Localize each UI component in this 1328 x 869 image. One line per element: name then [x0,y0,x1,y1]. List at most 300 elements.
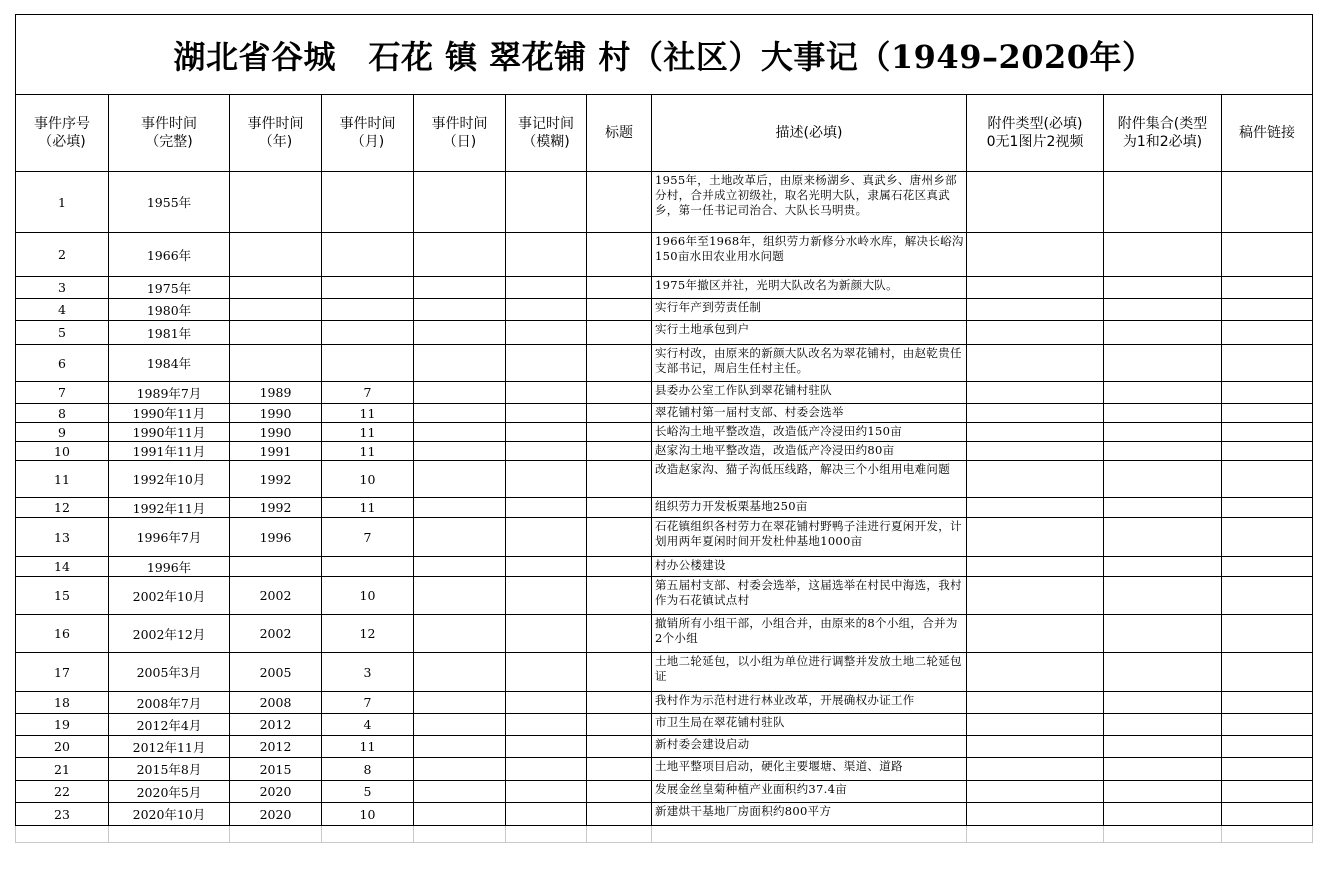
cell-title [587,423,652,442]
cell-seq: 11 [16,461,109,498]
table-row [16,781,1313,803]
cell-full-time: 2012年4月 [109,714,230,736]
cell-year: 2015 [230,758,322,781]
empty-cell [414,826,506,843]
cell-description: 发展金丝皇菊种植产业面积约37.4亩 [652,781,967,803]
cell-link [1222,653,1313,692]
cell-attachment-type [967,461,1104,498]
table-row [16,382,1313,404]
cell-description: 1955年，土地改革后，由原来杨湖乡、真武乡、唐州乡部分村，合并成立初级社，取名光明大队，隶属石花区真武乡，第一任书记司治合、大队长马明贵。 [652,172,967,233]
cell-attachment-type [967,442,1104,461]
table-row [16,498,1313,518]
cell-link [1222,423,1313,442]
cell-fuzzy-time [506,461,587,498]
cell-year [230,233,322,277]
table-row [16,321,1313,345]
cell-seq: 19 [16,714,109,736]
header-row [16,95,1313,172]
cell-year: 1996 [230,518,322,557]
table-row [16,758,1313,781]
cell-year [230,277,322,299]
cell-attachment-set [1104,345,1222,382]
cell-month [322,321,414,345]
cell-description: 村办公楼建设 [652,557,967,577]
cell-description: 市卫生局在翠花铺村驻队 [652,714,967,736]
table-row [16,299,1313,321]
cell-day [414,423,506,442]
table-row [16,461,1313,498]
cell-attachment-set [1104,803,1222,826]
cell-full-time: 1996年 [109,557,230,577]
cell-day [414,277,506,299]
cell-seq: 22 [16,781,109,803]
cell-attachment-set [1104,781,1222,803]
cell-day [414,299,506,321]
header-attachment-type: 附件类型(必填) 0无1图片2视频 [967,95,1104,172]
header-description: 描述(必填) [652,95,967,172]
cell-link [1222,233,1313,277]
cell-year: 2012 [230,714,322,736]
cell-attachment-set [1104,736,1222,758]
cell-link [1222,736,1313,758]
cell-year [230,172,322,233]
cell-fuzzy-time [506,172,587,233]
cell-year: 1989 [230,382,322,404]
cell-month [322,233,414,277]
cell-month: 7 [322,692,414,714]
cell-attachment-type [967,299,1104,321]
cell-full-time: 2015年8月 [109,758,230,781]
cell-attachment-set [1104,442,1222,461]
cell-seq: 15 [16,577,109,615]
table-row [16,577,1313,615]
cell-attachment-type [967,404,1104,423]
cell-attachment-type [967,615,1104,653]
empty-cell [109,826,230,843]
cell-month: 11 [322,736,414,758]
cell-title [587,714,652,736]
cell-month: 11 [322,498,414,518]
cell-attachment-set [1104,172,1222,233]
cell-full-time: 1990年11月 [109,423,230,442]
cell-attachment-set [1104,404,1222,423]
cell-month [322,172,414,233]
cell-year: 2020 [230,781,322,803]
cell-description: 新建烘干基地厂房面积约800平方 [652,803,967,826]
chronicle-sheet [15,14,1313,843]
cell-day [414,615,506,653]
cell-link [1222,461,1313,498]
cell-seq: 17 [16,653,109,692]
cell-attachment-type [967,803,1104,826]
cell-title [587,692,652,714]
cell-year [230,299,322,321]
cell-title [587,277,652,299]
cell-fuzzy-time [506,423,587,442]
cell-description: 改造赵家沟、猫子沟低压线路，解决三个小组用电难问题 [652,461,967,498]
table-row [16,404,1313,423]
cell-link [1222,557,1313,577]
cell-full-time: 2005年3月 [109,653,230,692]
cell-seq: 16 [16,615,109,653]
cell-link [1222,442,1313,461]
cell-attachment-type [967,653,1104,692]
cell-attachment-type [967,423,1104,442]
cell-description: 实行土地承包到户 [652,321,967,345]
header-seq: 事件序号 （必填) [16,95,109,172]
cell-attachment-type [967,557,1104,577]
cell-attachment-type [967,781,1104,803]
cell-link [1222,277,1313,299]
cell-full-time: 1981年 [109,321,230,345]
cell-attachment-set [1104,557,1222,577]
cell-fuzzy-time [506,557,587,577]
cell-seq: 10 [16,442,109,461]
cell-title [587,781,652,803]
cell-day [414,321,506,345]
cell-link [1222,299,1313,321]
cell-year [230,345,322,382]
cell-month: 3 [322,653,414,692]
table-row [16,692,1313,714]
cell-attachment-set [1104,461,1222,498]
cell-description: 实行年产到劳责任制 [652,299,967,321]
header-day: 事件时间 （日) [414,95,506,172]
cell-title [587,518,652,557]
cell-month: 11 [322,404,414,423]
cell-attachment-type [967,736,1104,758]
cell-month: 11 [322,423,414,442]
cell-title [587,321,652,345]
cell-full-time: 1996年7月 [109,518,230,557]
cell-year: 1990 [230,404,322,423]
cell-fuzzy-time [506,299,587,321]
cell-link [1222,498,1313,518]
cell-day [414,233,506,277]
cell-month: 8 [322,758,414,781]
cell-month: 10 [322,461,414,498]
empty-cell [230,826,322,843]
cell-attachment-type [967,498,1104,518]
cell-day [414,736,506,758]
cell-fuzzy-time [506,233,587,277]
table-row [16,442,1313,461]
cell-title [587,736,652,758]
cell-year: 2012 [230,736,322,758]
empty-cell [16,826,109,843]
table-row [16,653,1313,692]
cell-title [587,758,652,781]
table-row [16,714,1313,736]
cell-full-time: 2002年12月 [109,615,230,653]
cell-seq: 13 [16,518,109,557]
cell-title [587,498,652,518]
header-full-time: 事件时间 （完整) [109,95,230,172]
cell-day [414,803,506,826]
cell-attachment-set [1104,233,1222,277]
cell-year [230,321,322,345]
cell-fuzzy-time [506,518,587,557]
cell-seq: 1 [16,172,109,233]
cell-day [414,781,506,803]
cell-title [587,803,652,826]
cell-attachment-type [967,692,1104,714]
cell-month [322,299,414,321]
empty-cell [1222,826,1313,843]
cell-link [1222,758,1313,781]
cell-month: 4 [322,714,414,736]
cell-full-time: 1990年11月 [109,404,230,423]
header-month: 事件时间 （月) [322,95,414,172]
cell-attachment-set [1104,382,1222,404]
cell-seq: 2 [16,233,109,277]
header-link: 稿件链接 [1222,95,1313,172]
cell-full-time: 2008年7月 [109,692,230,714]
cell-full-time: 1966年 [109,233,230,277]
cell-attachment-set [1104,423,1222,442]
table-row [16,736,1313,758]
cell-title [587,557,652,577]
cell-full-time: 2020年10月 [109,803,230,826]
cell-attachment-type [967,345,1104,382]
cell-day [414,653,506,692]
cell-link [1222,345,1313,382]
cell-seq: 18 [16,692,109,714]
cell-description: 撤销所有小组干部，小组合并，由原来的8个小组，合并为2个小组 [652,615,967,653]
cell-day [414,714,506,736]
cell-full-time: 2020年5月 [109,781,230,803]
cell-fuzzy-time [506,803,587,826]
cell-full-time: 2012年11月 [109,736,230,758]
cell-full-time: 1989年7月 [109,382,230,404]
cell-attachment-set [1104,299,1222,321]
cell-seq: 20 [16,736,109,758]
cell-seq: 23 [16,803,109,826]
cell-fuzzy-time [506,692,587,714]
cell-full-time: 1955年 [109,172,230,233]
cell-month: 10 [322,803,414,826]
cell-seq: 6 [16,345,109,382]
cell-link [1222,714,1313,736]
cell-fuzzy-time [506,615,587,653]
table-body [16,172,1313,843]
cell-link [1222,518,1313,557]
cell-attachment-set [1104,518,1222,557]
table-row [16,557,1313,577]
cell-day [414,442,506,461]
cell-day [414,557,506,577]
cell-link [1222,615,1313,653]
cell-title [587,404,652,423]
cell-seq: 5 [16,321,109,345]
cell-attachment-type [967,758,1104,781]
cell-link [1222,781,1313,803]
cell-seq: 12 [16,498,109,518]
empty-cell [967,826,1104,843]
cell-description: 长峪沟土地平整改造，改造低产冷浸田约150亩 [652,423,967,442]
cell-fuzzy-time [506,404,587,423]
empty-cell [1104,826,1222,843]
cell-title [587,345,652,382]
cell-attachment-set [1104,321,1222,345]
cell-description: 赵家沟土地平整改造，改造低产冷浸田约80亩 [652,442,967,461]
cell-day [414,404,506,423]
cell-fuzzy-time [506,736,587,758]
cell-year [230,557,322,577]
cell-link [1222,382,1313,404]
cell-fuzzy-time [506,277,587,299]
cell-description: 组织劳力开发板栗基地250亩 [652,498,967,518]
cell-month: 7 [322,518,414,557]
cell-title [587,382,652,404]
cell-title [587,442,652,461]
cell-month [322,557,414,577]
table-row [16,277,1313,299]
cell-attachment-type [967,382,1104,404]
cell-description: 实行村改，由原来的新颜大队改名为翠花铺村，由赵乾贵任支部书记，周启生任村主任。 [652,345,967,382]
cell-month: 5 [322,781,414,803]
table-row [16,345,1313,382]
empty-row [16,826,1313,843]
cell-description: 石花镇组织各村劳力在翠花铺村野鸭子洼进行夏闲开发，计划用两年夏闲时间开发杜仲基地1000亩 [652,518,967,557]
table-row [16,518,1313,557]
cell-month [322,277,414,299]
table-row [16,615,1313,653]
cell-description: 土地二轮延包，以小组为单位进行调整并发放土地二轮延包证 [652,653,967,692]
cell-fuzzy-time [506,758,587,781]
cell-day [414,498,506,518]
cell-seq: 14 [16,557,109,577]
cell-fuzzy-time [506,498,587,518]
cell-seq: 9 [16,423,109,442]
cell-month: 10 [322,577,414,615]
cell-full-time: 1975年 [109,277,230,299]
empty-cell [587,826,652,843]
header-fuzzy-time: 事记时间 （模糊) [506,95,587,172]
cell-description: 我村作为示范村进行林业改革，开展确权办证工作 [652,692,967,714]
cell-attachment-type [967,518,1104,557]
cell-link [1222,404,1313,423]
cell-attachment-set [1104,498,1222,518]
cell-attachment-set [1104,577,1222,615]
cell-day [414,382,506,404]
chronicle-table [15,14,1313,843]
table-row [16,233,1313,277]
cell-seq: 3 [16,277,109,299]
cell-full-time: 1980年 [109,299,230,321]
header-attachment-set: 附件集合(类型 为1和2必填) [1104,95,1222,172]
cell-description: 新村委会建设启动 [652,736,967,758]
cell-day [414,518,506,557]
cell-attachment-set [1104,714,1222,736]
cell-attachment-type [967,172,1104,233]
cell-attachment-type [967,233,1104,277]
cell-attachment-set [1104,615,1222,653]
cell-month: 12 [322,615,414,653]
empty-cell [506,826,587,843]
cell-day [414,577,506,615]
cell-full-time: 1992年10月 [109,461,230,498]
cell-day [414,692,506,714]
cell-attachment-set [1104,277,1222,299]
cell-day [414,461,506,498]
header-title: 标题 [587,95,652,172]
cell-title [587,615,652,653]
cell-attachment-set [1104,653,1222,692]
cell-full-time: 1991年11月 [109,442,230,461]
cell-link [1222,803,1313,826]
cell-fuzzy-time [506,781,587,803]
cell-fuzzy-time [506,442,587,461]
header-year: 事件时间 （年) [230,95,322,172]
cell-description: 翠花铺村第一届村支部、村委会选举 [652,404,967,423]
cell-year: 2020 [230,803,322,826]
cell-year: 2008 [230,692,322,714]
table-row [16,803,1313,826]
cell-seq: 8 [16,404,109,423]
cell-year: 2002 [230,577,322,615]
table-row [16,423,1313,442]
cell-day [414,345,506,382]
cell-attachment-set [1104,692,1222,714]
cell-fuzzy-time [506,382,587,404]
cell-year: 1991 [230,442,322,461]
cell-year: 1992 [230,498,322,518]
cell-link [1222,172,1313,233]
empty-cell [652,826,967,843]
cell-attachment-type [967,577,1104,615]
cell-full-time: 1992年11月 [109,498,230,518]
cell-seq: 4 [16,299,109,321]
cell-title [587,233,652,277]
empty-cell [322,826,414,843]
cell-title [587,299,652,321]
cell-attachment-type [967,714,1104,736]
cell-title [587,172,652,233]
cell-description: 1975年撤区并社，光明大队改名为新颜大队。 [652,277,967,299]
cell-month: 11 [322,442,414,461]
cell-day [414,758,506,781]
cell-month: 7 [322,382,414,404]
cell-year: 1992 [230,461,322,498]
cell-year: 2005 [230,653,322,692]
table-row [16,172,1313,233]
cell-fuzzy-time [506,321,587,345]
cell-link [1222,321,1313,345]
cell-day [414,172,506,233]
cell-year: 1990 [230,423,322,442]
cell-attachment-type [967,321,1104,345]
cell-title [587,461,652,498]
cell-fuzzy-time [506,653,587,692]
cell-description: 1966年至1968年，组织劳力新修分水岭水库，解决长峪沟150亩水田农业用水问题 [652,233,967,277]
cell-year: 2002 [230,615,322,653]
cell-title [587,577,652,615]
page-title: 湖北省谷城 石花 镇 翠花铺 村（社区）大事记（1949–2020年） [16,15,1313,95]
cell-seq: 21 [16,758,109,781]
cell-description: 土地平整项目启动，硬化主要堰塘、渠道、道路 [652,758,967,781]
cell-title [587,653,652,692]
cell-fuzzy-time [506,714,587,736]
cell-fuzzy-time [506,345,587,382]
cell-link [1222,692,1313,714]
cell-attachment-set [1104,758,1222,781]
cell-seq: 7 [16,382,109,404]
cell-description: 县委办公室工作队到翠花铺村驻队 [652,382,967,404]
cell-full-time: 1984年 [109,345,230,382]
cell-description: 第五届村支部、村委会选举，这届选举在村民中海选，我村作为石花镇试点村 [652,577,967,615]
cell-attachment-type [967,277,1104,299]
